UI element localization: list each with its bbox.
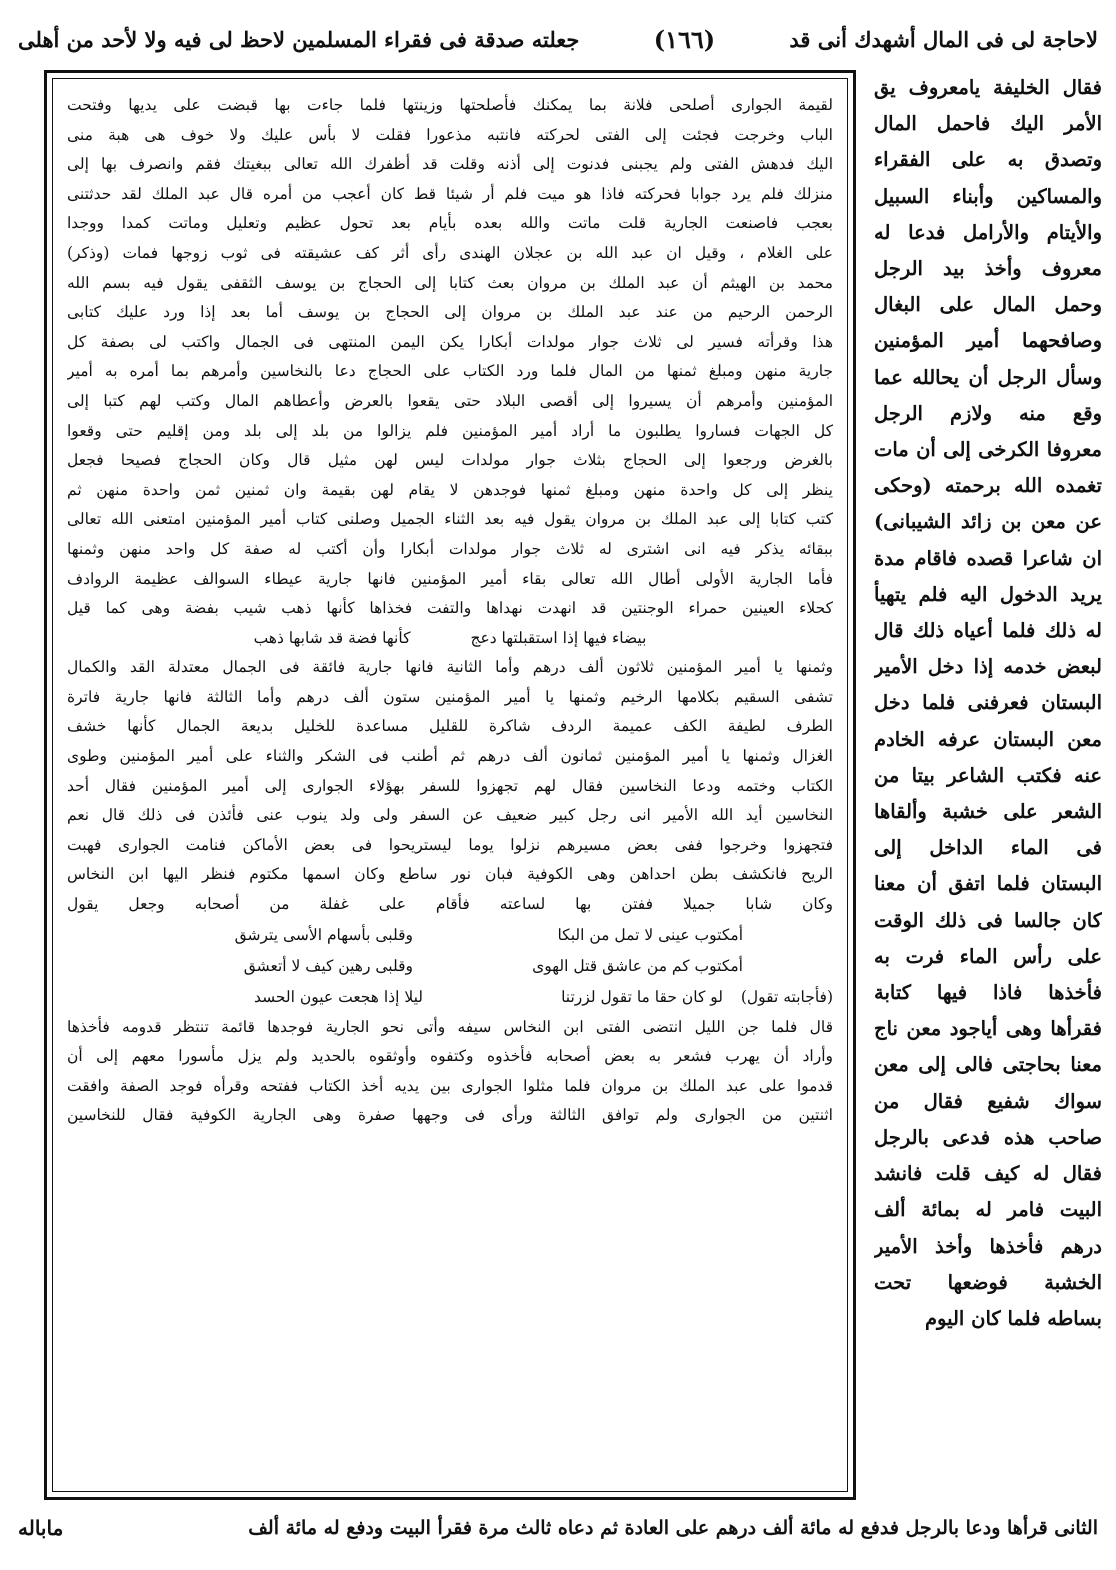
text-line: محمد بن الهيثم أن عبد الملك بن مروان بعث كتابا إلى الحجاج بن يوسف الثقفى يقول فيه بسم الله xyxy=(67,273,833,292)
text-line: اليك فدهش الفتى ولم يجبنى فدنوت إلى أذنه وقلت قد أظفرك الله تعالى ببغيتك فقم وانصرف بها إلى xyxy=(67,155,833,174)
page-header xyxy=(18,14,1098,64)
catchword: ماباله xyxy=(18,1516,64,1540)
verse-hemistich-second: ليلا إذا هجعت عيون الحسد xyxy=(253,987,423,1006)
text-line: قدموا على عبد الملك بن مروان فلما مثلوا الجوارى بين يديه أخذ الكتاب ففتحه وقرأه فوجد الصفة وافقت xyxy=(67,1076,833,1095)
margin-commentary: فقال الخليفة يامعروف يق الأمر اليك فاحمل المال وتصدق به على الفقراء والمساكين وأبناء السبيل والأيتام والأرامل فدعا له معروف وأخذ بيد الرجل وحمل المال على البغال وصافحهما أمير المؤمنين وسأل الرجل أن يحالله عما وقع منه ولازم الرجل معروفا الكرخى إلى أن مات تغمده الله برحمته (وحكى عن معن بن زائد الشيبانى) ان شاعرا قصده فاقام مدة يريد الدخول اليه فلم يتهيأ له ذلك فلما أعياه ذلك قال لبعض خدمه إذا دخل الأمير البستان فعرفنى فلما دخل معن البستان عرفه الخادم عنه فكتب الشاعر بيتا من الشعر على خشبة وألقاها فى الماء الداخل إلى البستان فلما اتفق أن معنا كان جالسا فى ذلك الوقت على رأس الماء فرت به فأخذها فاذا فيها كتابة فقرأها وهى أياجود معن ناج معنا بحاجتى فالى إلى معن سواك شفيع فقال من صاحب هذه فدعى بالرجل فقال له كيف قلت فانشد البيت فامر له بمائة ألف درهم فأخذها وأخذ الأمير الخشبة فوضعها تحت بساطه فلما كان اليوم xyxy=(874,76,1102,1330)
header-right-text: لاحاجة لى فى المال أشهدك أنى قد xyxy=(789,26,1098,52)
text-line: تشفى السقيم بكلامها الرخيم وثمنها يا أمير المؤمنين ستون ألف درهم وأما الثالثة فانها جارية فاترة xyxy=(67,687,833,706)
text-block-b xyxy=(67,653,833,919)
text-line: كل الجهات فساروا يطلبون ما أراد أمير المؤمنين فلم يزالوا من بلد إلى بلد ومن إقليم حتى وقعوا xyxy=(67,421,833,440)
text-line: ببقائه يذكر فيه انى اشترى له ثلاث جوار مولدات أبكارا وأن أكتب له صفة كل واحد منهن وثمنها xyxy=(67,539,833,558)
text-line: قال فلما جن الليل انتضى الفتى ابن النخاس سيفه وأتى نحو الجارية فوجدها قائمة تنتظر قدومه فأخذها xyxy=(67,1017,833,1036)
text-line: النخاسين أيد الله الأمير انى رجل كبير ضعيف عن السفر ولى ولد ينوب عنى فأئذن فى ذلك قال نعم xyxy=(67,806,833,825)
poem-block xyxy=(67,920,833,1013)
text-line: هذا وقرأته فسير لى ثلاث جوار مولدات أبكارا يكن اليمن المنتهى فى الجمال واكتب لى بصفة كل xyxy=(67,332,833,351)
verse-hemistich-second: وقلبى بأسهام الأسى يترشق xyxy=(234,925,413,944)
text-line: وأراد أن يهرب فشعر به بعض أصحابه فأخذوه وكتفوه وأوثقوه بالحديد ولم يزل مأسورا معهم إلى أن xyxy=(67,1047,833,1066)
text-line: فتجهزوا وخرجوا ففى بعض مسيرهم نزلوا يوما ليستريحوا فى بعض الأماكن فنامت الجوارى فهبت xyxy=(67,835,833,854)
verse-row xyxy=(67,951,833,982)
page-number: (١٦٦) xyxy=(653,24,716,54)
text-line: كتب كتابا إلى عبد الملك بن مروان يقول فيه بعد الثناء الجميل وصلنى كتاب أمير المؤمنين امتعنى الله تعالى xyxy=(67,510,833,529)
text-line: جارية منهن ومبلغ ثمنها من المال فلما ورد الكتاب على الحجاج دعا بالنخاسين وأمرهم بما أمره به أمير xyxy=(67,362,833,381)
verse-hemistich-second: كأنها فضة قد شابها ذهب xyxy=(253,628,411,647)
verse-row xyxy=(67,982,833,1013)
text-line: وثمنها يا أمير المؤمنين ثلاثون ألف درهم وأما الثانية فانها جارية فائقة فى الجمال معتدلة القد والكمال xyxy=(67,658,833,677)
text-line: لقيمة الجوارى أصلحى فلانة بما يمكنك فأصلحتها وزينتها فلما جاءت بها قبضت على يديها وفتحت xyxy=(67,96,833,114)
text-line: الرحمن الرحيم من عند عبد الملك بن مروان إلى الحجاج بن يوسف أما بعد إذا ورد عليك كتابى xyxy=(67,303,833,322)
header-left-text: جعلته صدقة فى فقراء المسلمين لاحظ لى فيه ولا لأحد من أهلى xyxy=(18,26,580,52)
main-text-frame xyxy=(44,70,856,1500)
verse-hemistich-first: أمكتوب كم من عاشق قتل الهوى xyxy=(532,956,743,975)
text-line: فأما الجارية الأولى أطال الله تعالى بقاء أمير المؤمنين فانها جارية عيطاء السوالف عظيمة الروادف xyxy=(67,569,833,588)
main-text-body xyxy=(67,91,833,1131)
text-block-a xyxy=(67,91,833,624)
text-line: كحلاء العينين حمراء الوجنتين قد انهدت نهداها والتفت فخذاها كأنها ذهب شيب بفضة وهى كما قيل xyxy=(67,599,833,618)
verse-hemistich-second: وقلبى رهين كيف لا أتعشق xyxy=(243,956,413,975)
text-line: الطرف لطيفة الكف عميمة الردف شاكرة للقليل مساعدة للخليل بديعة الجمال كأنها خشف xyxy=(67,717,833,736)
main-text-frame-inner xyxy=(52,78,848,1492)
text-line: منزلك فلم يرد جوابا فحركته فاذا هو ميت فلم أر شيئا قط كان أعجب من أمره قال عبد الملك لقد حدثتنى xyxy=(67,184,833,203)
text-block-c xyxy=(67,1013,833,1131)
text-line: المؤمنين وأمرهم أن يسيروا إلى أقصى البلاد حتى يقعوا بالعرض وأعطاهم المال وكتب لهم كتبا إلى xyxy=(67,391,833,410)
text-line: بالغرض ورجعوا إلى الحجاج بثلاث جوار مولدات ليس لهن مثيل قال وكان الحجاج فصيحا فجعل xyxy=(67,451,833,470)
verse-line xyxy=(67,624,833,654)
text-line: بعجب فاصنعت الجارية قلت ماتت والله بعده بأيام بعد تحول عظيم وتعليل وماتت كمدا ووجدا xyxy=(67,214,833,233)
text-line: الباب وخرجت فجئت إلى الفتى لحركته فانتبه مذعورا فقلت لا بأس عليك ولا خوف هى هبة منى xyxy=(67,125,833,144)
text-line: اثنتين من الجوارى ولم توافق الثالثة ورأى فى وجهها صفرة وهى الجارية الكوفية فقال للنخاسين xyxy=(67,1106,833,1125)
verse-hemistich-first: أمكتوب عينى لا تمل من البكا xyxy=(557,925,743,944)
text-line: الريح فانكشف بطن احداهن وهى الكوفية فبان نور ساطع وكان اسمها مكتوم فنظر اليها ابن النخاس xyxy=(67,865,833,884)
text-line: ينظر إلى كل واحدة منهن ومبلغ ثمنها فوجدهن لا يقام لهن بقيمة وان ثمنين ثمن واحدة منهن ثم xyxy=(67,480,833,499)
page-footer xyxy=(18,1508,1098,1548)
text-line: على الغلام ، وقيل ان عبد الله بن عجلان الهندى رأى أثر كف عشيقته فى ثوب زوجها فمات (وذكر) xyxy=(67,243,833,262)
verse-hemistich-first: بيضاء فيها إذا استقبلتها دعج xyxy=(470,628,647,647)
text-line: الغزال وثمنها يا أمير المؤمنين ثمانون ألف درهم ثم أطنب فى الشكر والثناء على أمير المؤمنين وطوى xyxy=(67,747,833,766)
footer-continuation-text: الثانى قرأها ودعا بالرجل فدفع له مائة ألف درهم على العادة ثم دعاه ثالث مرة فقرأ البيت ودفع له مائة ألف xyxy=(248,1517,1098,1539)
verse-hemistich-first: لو كان حقا ما تقول لزرتنا xyxy=(561,987,723,1006)
verse-row xyxy=(67,920,833,951)
text-line: وكان شابا جميلا ففتن بها لساعته فأقام على غفلة من أصحابه وجعل يقول xyxy=(67,895,833,914)
verse-intro: (فأجابته تقول) xyxy=(740,987,833,1006)
text-line: الكتاب وختمه ودعا النخاسين فقال لهم تجهزوا للسفر بهؤلاء الجوارى إلى أمير المؤمنين فقال أحد xyxy=(67,776,833,795)
